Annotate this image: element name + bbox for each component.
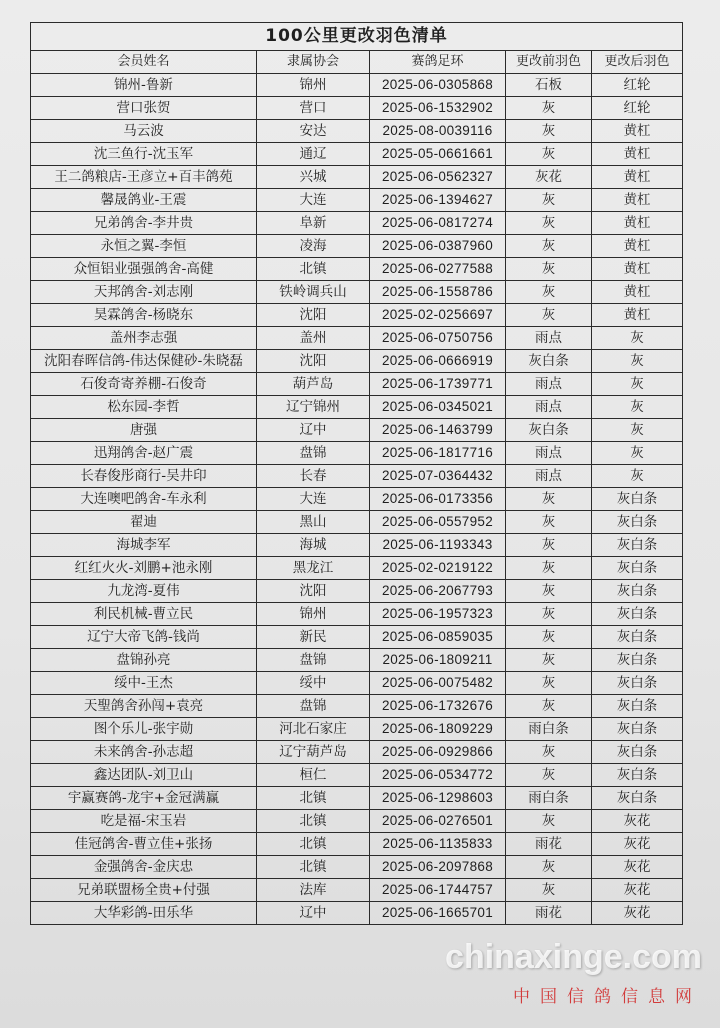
ring-number-cell: 2025-06-1957323 — [370, 603, 506, 626]
ring-number-cell: 2025-06-1809229 — [370, 718, 506, 741]
color-after-cell: 灰白条 — [592, 764, 683, 787]
color-before-cell: 灰 — [506, 672, 592, 695]
table-row — [31, 787, 683, 810]
color-after-cell: 灰白条 — [592, 695, 683, 718]
color-after-cell: 灰花 — [592, 810, 683, 833]
color-before-cell: 灰 — [506, 764, 592, 787]
ring-number-cell: 2025-06-0277588 — [370, 258, 506, 281]
color-before-cell: 灰 — [506, 534, 592, 557]
member-name-cell: 盖州李志强 — [31, 327, 257, 350]
member-name-cell: 石俊奇寄养棚-石俊奇 — [31, 373, 257, 396]
color-after-cell: 黄杠 — [592, 143, 683, 166]
watermark-site-name: 中国信鸽信息网 — [513, 987, 702, 1007]
color-before-cell: 雨点 — [506, 396, 592, 419]
color-before-cell: 灰 — [506, 212, 592, 235]
table-title: 100公里更改羽色清单 — [30, 22, 683, 50]
color-after-cell: 灰 — [592, 350, 683, 373]
member-name-cell: 大连噢吧鸽舍-车永利 — [31, 488, 257, 511]
table-row — [31, 281, 683, 304]
color-before-cell: 雨点 — [506, 465, 592, 488]
association-cell: 兴城 — [257, 166, 370, 189]
header-member-name: 会员姓名 — [31, 51, 257, 74]
ring-number-cell: 2025-06-1193343 — [370, 534, 506, 557]
color-before-cell: 灰 — [506, 649, 592, 672]
association-cell: 葫芦岛 — [257, 373, 370, 396]
association-cell: 盖州 — [257, 327, 370, 350]
association-cell: 大连 — [257, 488, 370, 511]
color-before-cell: 灰 — [506, 603, 592, 626]
color-before-cell: 灰 — [506, 281, 592, 304]
member-name-cell: 永恒之翼-李恒 — [31, 235, 257, 258]
member-name-cell: 昊霖鸽舍-杨晓东 — [31, 304, 257, 327]
ring-number-cell: 2025-06-1532902 — [370, 97, 506, 120]
ring-number-cell: 2025-06-0387960 — [370, 235, 506, 258]
color-before-cell: 雨白条 — [506, 718, 592, 741]
ring-number-cell: 2025-06-1665701 — [370, 902, 506, 925]
color-before-cell: 石板 — [506, 74, 592, 97]
ring-number-cell: 2025-06-1739771 — [370, 373, 506, 396]
association-cell: 黑龙江 — [257, 557, 370, 580]
color-after-cell: 黄杠 — [592, 304, 683, 327]
member-name-cell: 王二鸽粮店-王彦立+百丰鸽苑 — [31, 166, 257, 189]
color-before-cell: 灰白条 — [506, 419, 592, 442]
association-cell: 河北石家庄 — [257, 718, 370, 741]
ring-number-cell: 2025-06-1744757 — [370, 879, 506, 902]
association-cell: 绥中 — [257, 672, 370, 695]
color-before-cell: 灰 — [506, 488, 592, 511]
table-row — [31, 350, 683, 373]
table-row — [31, 580, 683, 603]
ring-number-cell: 2025-06-0276501 — [370, 810, 506, 833]
table-row — [31, 833, 683, 856]
member-name-cell: 翟迪 — [31, 511, 257, 534]
color-after-cell: 灰白条 — [592, 580, 683, 603]
association-cell: 通辽 — [257, 143, 370, 166]
color-after-cell: 灰 — [592, 419, 683, 442]
member-name-cell: 大华彩鸽-田乐华 — [31, 902, 257, 925]
association-cell: 新民 — [257, 626, 370, 649]
color-after-cell: 红轮 — [592, 97, 683, 120]
table-body — [31, 74, 683, 925]
association-cell: 北镇 — [257, 810, 370, 833]
member-name-cell: 未来鸽舍-孙志超 — [31, 741, 257, 764]
ring-number-cell: 2025-06-1298603 — [370, 787, 506, 810]
ring-number-cell: 2025-06-0557952 — [370, 511, 506, 534]
color-after-cell: 灰白条 — [592, 718, 683, 741]
color-before-cell: 灰 — [506, 304, 592, 327]
association-cell: 盘锦 — [257, 649, 370, 672]
member-name-cell: 兄弟鸽舍-李井贵 — [31, 212, 257, 235]
member-name-cell: 唐强 — [31, 419, 257, 442]
table-row — [31, 189, 683, 212]
ring-number-cell: 2025-06-1463799 — [370, 419, 506, 442]
association-cell: 辽宁葫芦岛 — [257, 741, 370, 764]
color-after-cell: 黄杠 — [592, 120, 683, 143]
color-after-cell: 灰 — [592, 442, 683, 465]
color-after-cell: 灰白条 — [592, 511, 683, 534]
association-cell: 凌海 — [257, 235, 370, 258]
association-cell: 锦州 — [257, 74, 370, 97]
color-after-cell: 灰白条 — [592, 557, 683, 580]
member-name-cell: 营口张贺 — [31, 97, 257, 120]
ring-number-cell: 2025-06-0750756 — [370, 327, 506, 350]
ring-number-cell: 2025-06-1135833 — [370, 833, 506, 856]
table-row — [31, 373, 683, 396]
table-row — [31, 465, 683, 488]
table-row — [31, 235, 683, 258]
header-ring-number: 赛鸽足环 — [370, 51, 506, 74]
color-after-cell: 黄杠 — [592, 258, 683, 281]
member-name-cell: 迅翔鸽舍-赵广震 — [31, 442, 257, 465]
table-row — [31, 695, 683, 718]
ring-number-cell: 2025-06-0173356 — [370, 488, 506, 511]
color-after-cell: 灰白条 — [592, 787, 683, 810]
header-row — [31, 51, 683, 74]
ring-number-cell: 2025-08-0039116 — [370, 120, 506, 143]
ring-number-cell: 2025-06-1817716 — [370, 442, 506, 465]
member-name-cell: 锦州-鲁新 — [31, 74, 257, 97]
association-cell: 法库 — [257, 879, 370, 902]
color-before-cell: 灰 — [506, 580, 592, 603]
color-change-table — [30, 22, 683, 925]
ring-number-cell: 2025-07-0364432 — [370, 465, 506, 488]
association-cell: 辽中 — [257, 902, 370, 925]
color-before-cell: 雨点 — [506, 327, 592, 350]
color-after-cell: 灰 — [592, 396, 683, 419]
ring-number-cell: 2025-06-0666919 — [370, 350, 506, 373]
association-cell: 北镇 — [257, 856, 370, 879]
table-row — [31, 649, 683, 672]
ring-number-cell: 2025-02-0256697 — [370, 304, 506, 327]
color-after-cell: 灰白条 — [592, 741, 683, 764]
color-after-cell: 黄杠 — [592, 281, 683, 304]
association-cell: 大连 — [257, 189, 370, 212]
member-name-cell: 鑫达团队-刘卫山 — [31, 764, 257, 787]
table-row — [31, 304, 683, 327]
color-before-cell: 灰 — [506, 856, 592, 879]
color-after-cell: 灰白条 — [592, 534, 683, 557]
association-cell: 安达 — [257, 120, 370, 143]
member-name-cell: 马云波 — [31, 120, 257, 143]
member-name-cell: 众恒铝业强强鸽舍-高健 — [31, 258, 257, 281]
table-row — [31, 327, 683, 350]
table-row — [31, 856, 683, 879]
color-before-cell: 雨点 — [506, 373, 592, 396]
member-name-cell: 长春俊彤商行-吴井印 — [31, 465, 257, 488]
table-row — [31, 143, 683, 166]
header-color-before: 更改前羽色 — [506, 51, 592, 74]
table-row — [31, 396, 683, 419]
association-cell: 沈阳 — [257, 304, 370, 327]
association-cell: 黑山 — [257, 511, 370, 534]
color-after-cell: 灰 — [592, 465, 683, 488]
member-name-cell: 天聖鸽舍孙闯+袁亮 — [31, 695, 257, 718]
table-row — [31, 902, 683, 925]
ring-number-cell: 2025-06-1558786 — [370, 281, 506, 304]
member-name-cell: 佳冠鸽舍-曹立佳+张扬 — [31, 833, 257, 856]
member-name-cell: 沈三鱼行-沈玉军 — [31, 143, 257, 166]
color-before-cell: 灰 — [506, 626, 592, 649]
color-after-cell: 灰 — [592, 327, 683, 350]
color-before-cell: 灰 — [506, 695, 592, 718]
member-name-cell: 图个乐儿-张宇勋 — [31, 718, 257, 741]
ring-number-cell: 2025-05-0661661 — [370, 143, 506, 166]
association-cell: 北镇 — [257, 787, 370, 810]
association-cell: 盘锦 — [257, 695, 370, 718]
color-before-cell: 灰 — [506, 258, 592, 281]
color-before-cell: 灰 — [506, 557, 592, 580]
table-row — [31, 557, 683, 580]
ring-number-cell: 2025-06-0534772 — [370, 764, 506, 787]
color-after-cell: 灰白条 — [592, 672, 683, 695]
color-before-cell: 灰 — [506, 511, 592, 534]
color-after-cell: 灰花 — [592, 833, 683, 856]
member-name-cell: 九龙湾-夏伟 — [31, 580, 257, 603]
color-before-cell: 灰 — [506, 235, 592, 258]
color-after-cell: 黄杠 — [592, 235, 683, 258]
table-row — [31, 166, 683, 189]
member-name-cell: 馨晟鸽业-王震 — [31, 189, 257, 212]
ring-number-cell: 2025-06-0345021 — [370, 396, 506, 419]
member-name-cell: 松东园-李哲 — [31, 396, 257, 419]
member-name-cell: 天邦鸽舍-刘志刚 — [31, 281, 257, 304]
color-before-cell: 灰 — [506, 741, 592, 764]
ring-number-cell: 2025-06-0562327 — [370, 166, 506, 189]
association-cell: 北镇 — [257, 258, 370, 281]
color-before-cell: 雨花 — [506, 833, 592, 856]
table-row — [31, 258, 683, 281]
color-before-cell: 雨点 — [506, 442, 592, 465]
table-row — [31, 810, 683, 833]
color-after-cell: 黄杠 — [592, 212, 683, 235]
header-association: 隶属协会 — [257, 51, 370, 74]
color-after-cell: 灰花 — [592, 856, 683, 879]
member-name-cell: 沈阳春晖信鸽-伟达保健砂-朱晓磊 — [31, 350, 257, 373]
color-after-cell: 灰花 — [592, 902, 683, 925]
table-row — [31, 442, 683, 465]
association-cell: 沈阳 — [257, 580, 370, 603]
color-before-cell: 灰 — [506, 143, 592, 166]
table-row — [31, 626, 683, 649]
member-name-cell: 利民机械-曹立民 — [31, 603, 257, 626]
member-name-cell: 盘锦孙亮 — [31, 649, 257, 672]
color-before-cell: 灰 — [506, 97, 592, 120]
color-after-cell: 灰白条 — [592, 649, 683, 672]
table-row — [31, 672, 683, 695]
ring-number-cell: 2025-06-0929866 — [370, 741, 506, 764]
table-row — [31, 120, 683, 143]
ring-number-cell: 2025-06-1809211 — [370, 649, 506, 672]
color-after-cell: 灰花 — [592, 879, 683, 902]
color-before-cell: 雨白条 — [506, 787, 592, 810]
association-cell: 海城 — [257, 534, 370, 557]
color-before-cell: 雨花 — [506, 902, 592, 925]
color-after-cell: 红轮 — [592, 74, 683, 97]
color-before-cell: 灰白条 — [506, 350, 592, 373]
color-before-cell: 灰花 — [506, 166, 592, 189]
association-cell: 长春 — [257, 465, 370, 488]
color-before-cell: 灰 — [506, 189, 592, 212]
ring-number-cell: 2025-06-1732676 — [370, 695, 506, 718]
ring-number-cell: 2025-06-0305868 — [370, 74, 506, 97]
member-name-cell: 绥中-王杰 — [31, 672, 257, 695]
watermark-domain: chinaxinge.com — [445, 938, 702, 976]
ring-number-cell: 2025-06-0817274 — [370, 212, 506, 235]
table-row — [31, 511, 683, 534]
association-cell: 辽宁锦州 — [257, 396, 370, 419]
color-after-cell: 灰白条 — [592, 626, 683, 649]
table-row — [31, 74, 683, 97]
color-before-cell: 灰 — [506, 120, 592, 143]
table-row — [31, 603, 683, 626]
member-name-cell: 吃是福-宋玉岩 — [31, 810, 257, 833]
member-name-cell: 金强鸽舍-金庆忠 — [31, 856, 257, 879]
member-name-cell: 海城李军 — [31, 534, 257, 557]
table-row — [31, 488, 683, 511]
color-after-cell: 灰 — [592, 373, 683, 396]
color-before-cell: 灰 — [506, 879, 592, 902]
member-name-cell: 辽宁大帝飞鸽-钱尚 — [31, 626, 257, 649]
member-name-cell: 宇赢赛鸽-龙宇+金冠满赢 — [31, 787, 257, 810]
member-name-cell: 兄弟联盟杨全贵+付强 — [31, 879, 257, 902]
ring-number-cell: 2025-06-2067793 — [370, 580, 506, 603]
table-row — [31, 419, 683, 442]
association-cell: 桓仁 — [257, 764, 370, 787]
color-before-cell: 灰 — [506, 810, 592, 833]
ring-number-cell: 2025-06-2097868 — [370, 856, 506, 879]
color-after-cell: 黄杠 — [592, 166, 683, 189]
ring-number-cell: 2025-06-0859035 — [370, 626, 506, 649]
table-row — [31, 97, 683, 120]
table-row — [31, 534, 683, 557]
association-cell: 沈阳 — [257, 350, 370, 373]
table-row — [31, 718, 683, 741]
association-cell: 辽中 — [257, 419, 370, 442]
ring-number-cell: 2025-06-1394627 — [370, 189, 506, 212]
association-cell: 营口 — [257, 97, 370, 120]
table-row — [31, 764, 683, 787]
color-after-cell: 灰白条 — [592, 488, 683, 511]
member-name-cell: 红红火火-刘鹏+池永刚 — [31, 557, 257, 580]
ring-number-cell: 2025-06-0075482 — [370, 672, 506, 695]
table-row — [31, 212, 683, 235]
association-cell: 盘锦 — [257, 442, 370, 465]
table-row — [31, 879, 683, 902]
ring-number-cell: 2025-02-0219122 — [370, 557, 506, 580]
color-after-cell: 灰白条 — [592, 603, 683, 626]
table-row — [31, 741, 683, 764]
association-cell: 铁岭调兵山 — [257, 281, 370, 304]
association-cell: 北镇 — [257, 833, 370, 856]
association-cell: 锦州 — [257, 603, 370, 626]
association-cell: 阜新 — [257, 212, 370, 235]
color-after-cell: 黄杠 — [592, 189, 683, 212]
header-color-after: 更改后羽色 — [592, 51, 683, 74]
